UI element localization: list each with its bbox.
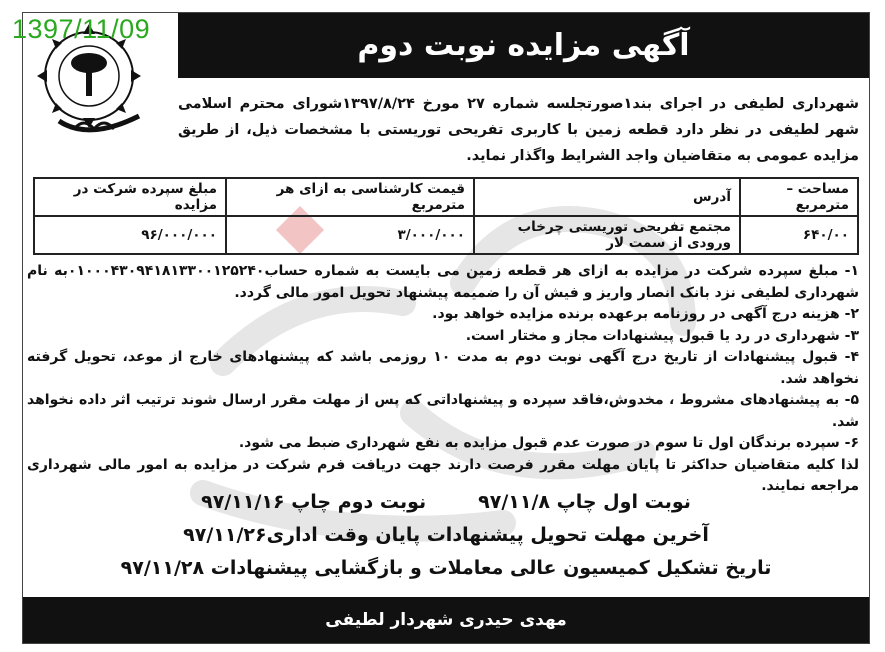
notice-title: آگهی مزایده نوبت دوم — [178, 13, 869, 78]
rule-item: ۲- هزینه درج آگهی در روزنامه برعهده برنده مزایده خواهد بود. — [432, 306, 859, 322]
rule-item: لذا کلیه متقاضیان حداکثر تا پایان مهلت مقرر فرصت دارند جهت دریافت فرم شرکت در مزایده به امور مالی شهرداری مراجعه نمایند. — [27, 456, 859, 494]
table-cell-deposit: ۹۶/۰۰۰/۰۰۰ — [34, 216, 226, 254]
rule-item: ۱- مبلغ سپرده شرکت در مزایده به ازای هر قطعه زمین می بایست به شماره حساب۰۱۰۰۰۴۳۰۹۴۱۸۱۳۳۰۰۱۲۵۲۴۰به نام شهرداری لطیفی نزد بانک انصار واریز و فیش آن را ضمیمه پیشنهاد تحویل امور مالی گردد. — [27, 263, 859, 301]
table-header: مساحت – مترمربع — [740, 178, 858, 216]
table-header-row — [34, 178, 858, 216]
rule-item: ۶- سپرده برندگان اول تا سوم در صورت عدم قبول مزایده به نفع شهرداری ضبط می شود. — [238, 435, 859, 451]
commission-date: تاریخ تشکیل کمیسیون عالی معاملات و بازگشایی پیشنهادات ۹۷/۱۱/۲۸ — [120, 557, 772, 579]
rules-list — [27, 261, 859, 498]
rule-item: ۳- شهرداری در رد یا قبول پیشنهادات مجاز و مختار است. — [465, 327, 859, 344]
table-cell-price: ۳/۰۰۰/۰۰۰ — [226, 216, 474, 254]
first-print-date: نوبت اول چاپ ۹۷/۱۱/۸ — [478, 491, 691, 513]
table-cell-address: مجتمع تفریحی توریستی چرخاب ورودی از سمت لار — [474, 216, 740, 254]
rule-item: ۵- به پیشنهادهای مشروط ، مخدوش،فاقد سپرده و پیشنهاداتی که پس از مهلت مقرر ارسال شوند ترتیب اثر داده نخواهد شد. — [27, 392, 859, 430]
second-print-date: نوبت دوم چاپ ۹۷/۱۱/۱۶ — [201, 491, 427, 513]
dates-block — [33, 486, 859, 585]
table-header: آدرس — [474, 178, 740, 216]
notice-frame — [22, 12, 870, 644]
print-dates-row — [33, 486, 859, 519]
stamp-date: 1397/11/09 — [12, 14, 151, 44]
auction-table — [33, 177, 859, 255]
rule-item: ۴- قبول پیشنهادات از تاریخ درج آگهی نوبت دوم به مدت ۱۰ روزمی باشد که پیشنهادهای خارج از موعد، تحویل گرفته نخواهد شد. — [27, 349, 859, 387]
table-row — [34, 216, 858, 254]
table-header: قیمت کارشناسی به ازای هر مترمربع — [226, 178, 474, 216]
table-cell-area: ۶۴۰/۰۰ — [740, 216, 858, 254]
table-header: مبلغ سپرده شرکت در مزایده — [34, 178, 226, 216]
signature-footer: مهدی حیدری شهردار لطیفی — [23, 597, 869, 643]
deadline-date: آخرین مهلت تحویل پیشنهادات پایان وقت اداری۹۷/۱۱/۲۶ — [183, 524, 709, 546]
intro-paragraph: شهرداری لطیفی در اجرای بند۱صورتجلسه شماره ۲۷ مورخ ۱۳۹۷/۸/۲۴شورای محترم اسلامی شهر لطیفی در نظر دارد قطعه زمین با کاربری تفریحی توریستی با مشخصات ذیل، از طریق مزایده عمومی به متقاضیان واجد الشرایط واگذار نماید. — [178, 96, 859, 164]
